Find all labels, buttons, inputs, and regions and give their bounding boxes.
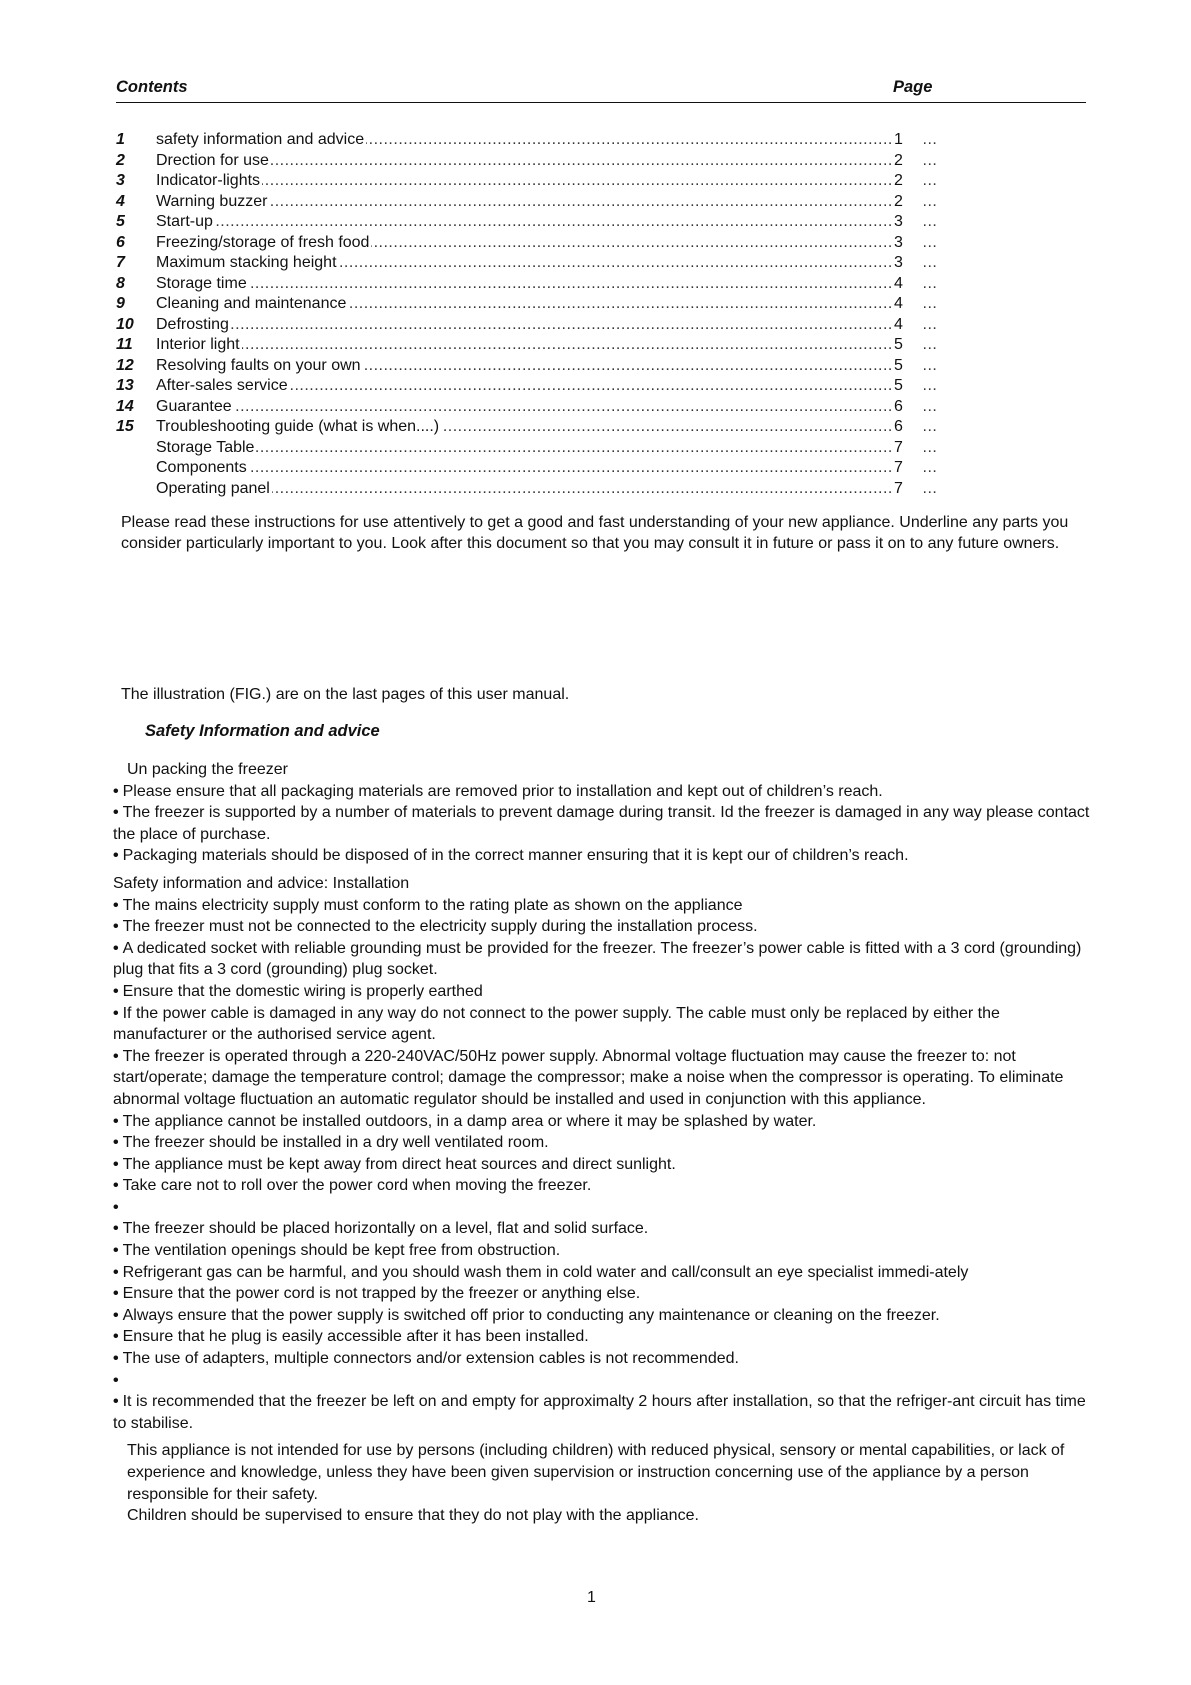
bullet-icon: • xyxy=(113,1134,119,1152)
bullet-icon: • xyxy=(113,1328,119,1346)
toc-page: 1 xyxy=(894,130,924,150)
toc-title xyxy=(156,397,936,417)
toc-number: 4 xyxy=(116,192,125,210)
bullet-icon: • xyxy=(113,1177,119,1195)
list-item-text: Ensure that he plug is easily accessible after it has been installed. xyxy=(122,1328,589,1346)
list-item-text: The freezer must not be connected to the electricity supply during the installation process. xyxy=(122,918,758,936)
unpacking-list xyxy=(113,781,1098,867)
bullet-icon: • xyxy=(113,1285,119,1303)
toc-title-label: Freezing/storage of fresh food xyxy=(156,233,370,251)
toc-page: 2 xyxy=(894,171,924,191)
toc-title-label: Warning buzzer xyxy=(156,192,268,210)
closing-paragraphs xyxy=(113,1440,1098,1526)
bullet-icon: • xyxy=(113,1220,119,1238)
toc-title xyxy=(156,315,936,335)
toc-page: 7 xyxy=(894,479,924,499)
closing-paragraph: This appliance is not intended for use by persons (including children) with reduced physical, sensory or mental capabilities, or lack of experience and knowledge, unless they have been given supervision or instruction concerning use of the appliance by a person responsible for their safety. xyxy=(127,1442,1065,1503)
toc-title-label: Operating panel xyxy=(156,479,270,497)
list-item xyxy=(113,1262,1098,1284)
list-item-text: A dedicated socket with reliable grounding must be provided for the freezer. The freezer’s power cable is fitted with a 3 cord (grounding) plug that fits a 3 cord (grounding) plug socket. xyxy=(113,939,1082,979)
list-item-text: The freezer is operated through a 220-240VAC/50Hz power supply. Abnormal voltage fluctuation may cause the freezer to: not start/operate; damage the temperature control; damage the compressor; make a noise when the compressor is operating. To eliminate abnormal voltage fluctuation an automatic regulator should be installed and used in conjunction with this appliance. xyxy=(113,1047,1064,1108)
toc-row xyxy=(116,458,936,479)
toc-number: 5 xyxy=(116,213,125,230)
bullet-icon: • xyxy=(113,1155,119,1173)
toc-title-label: Cleaning and maintenance xyxy=(156,295,347,312)
list-item-text: The appliance cannot be installed outdoors, in a damp area or where it may be splashed by water. xyxy=(122,1112,817,1130)
toc-page: 5 xyxy=(894,376,924,396)
list-item-text: Always ensure that the power supply is switched off prior to conducting any maintenance or cleaning on the freezer. xyxy=(122,1306,940,1324)
toc-title-label: Maximum stacking height xyxy=(156,254,337,271)
list-item-text: The use of adapters, multiple connectors and/or extension cables is not recommended. xyxy=(122,1350,739,1368)
toc-row xyxy=(116,479,936,500)
toc-title-label: Troubleshooting guide (what is when....) xyxy=(156,418,440,435)
list-item xyxy=(113,1391,1098,1434)
toc-page: 3 xyxy=(894,253,924,273)
list-item-text: The freezer is supported by a number of materials to prevent damage during transit. Id the freezer is damaged in any way please contact the place of purchase. xyxy=(113,804,1090,843)
bullet-icon: • xyxy=(113,1198,119,1216)
bullet-icon: • xyxy=(113,782,119,800)
list-item-text: Ensure that the power cord is not trapped by the freezer or anything else. xyxy=(122,1285,641,1303)
toc-page: 4 xyxy=(894,315,924,335)
safety-body xyxy=(113,759,1098,1527)
toc-title xyxy=(156,458,936,478)
installation-list xyxy=(113,895,1098,1435)
toc-number: 15 xyxy=(116,418,134,435)
bullet-icon: • xyxy=(113,1306,119,1324)
toc-page: 4 xyxy=(894,274,924,294)
bullet-icon: • xyxy=(113,939,119,957)
toc-number: 8 xyxy=(116,274,125,292)
toc-row xyxy=(116,274,936,295)
list-item-text: The freezer should be installed in a dry well ventilated room. xyxy=(122,1134,549,1152)
list-item xyxy=(113,1046,1098,1111)
toc-title xyxy=(156,151,936,171)
toc-title xyxy=(156,192,936,212)
list-item xyxy=(113,1175,1098,1197)
toc-row xyxy=(116,376,936,397)
bullet-icon: • xyxy=(113,1242,119,1260)
toc-number: 1 xyxy=(116,131,125,148)
bullet-icon: • xyxy=(113,1350,119,1368)
toc-header-contents: Contents xyxy=(116,78,188,96)
bullet-icon: • xyxy=(113,1371,119,1389)
toc-title-label: Defrosting xyxy=(156,315,229,333)
list-item xyxy=(113,1111,1098,1133)
toc-page: 3 xyxy=(894,233,924,253)
list-item xyxy=(113,981,1098,1003)
list-item-text: Packaging materials should be disposed of in the correct manner ensuring that it is kept our of children’s reach. xyxy=(122,847,909,865)
toc-row xyxy=(116,233,936,254)
toc-title-label: Components xyxy=(156,459,247,476)
list-item-text: Ensure that the domestic wiring is properly earthed xyxy=(122,982,483,1000)
bullet-icon: • xyxy=(113,1112,119,1130)
list-item xyxy=(113,781,1098,803)
toc-title xyxy=(156,294,936,314)
toc-page: 5 xyxy=(894,335,924,355)
list-item xyxy=(113,1348,1098,1370)
toc-page: 2 xyxy=(894,151,924,171)
toc-page: 6 xyxy=(894,417,924,437)
toc-number: 6 xyxy=(116,233,125,251)
bullet-icon: • xyxy=(113,1393,119,1411)
toc-number: 10 xyxy=(116,315,134,333)
bullet-icon: • xyxy=(113,1263,119,1281)
toc-row xyxy=(116,417,936,438)
toc-row xyxy=(116,171,936,192)
toc-row xyxy=(116,315,936,336)
toc-header-page: Page xyxy=(893,78,933,96)
toc-title-label: Indicator-lights xyxy=(156,172,261,189)
toc-page: 7 xyxy=(894,458,924,478)
closing-paragraph: Children should be supervised to ensure that they do not play with the appliance. xyxy=(127,1507,699,1525)
toc-number: 9 xyxy=(116,295,125,312)
toc-title-label: Guarantee xyxy=(156,397,232,415)
toc-title xyxy=(156,417,936,437)
list-item-text: It is recommended that the freezer be left on and empty for approximalty 2 hours after installation, so that the refriger-ant circuit has time to stabilise. xyxy=(113,1393,1086,1432)
page-number: 1 xyxy=(587,1589,596,1606)
toc-title-label: Storage Table xyxy=(156,438,255,456)
toc-title-label: safety information and advice xyxy=(156,131,365,148)
toc-title xyxy=(156,274,936,294)
toc-page: 2 xyxy=(894,192,924,212)
list-item-text: Please ensure that all packaging materials are removed prior to installation and kept out of children’s reach. xyxy=(122,782,883,800)
toc-title-label: Drection for use xyxy=(156,151,269,169)
toc-title-label: Storage time xyxy=(156,274,247,292)
list-item xyxy=(113,938,1098,981)
installation-heading: Safety information and advice: Installation xyxy=(113,874,410,892)
bullet-icon: • xyxy=(113,804,119,822)
toc-row xyxy=(116,356,936,377)
list-item xyxy=(113,1197,1098,1219)
toc-row xyxy=(116,212,936,233)
list-item xyxy=(113,1305,1098,1327)
unpacking-heading: Un packing the freezer xyxy=(127,761,288,778)
toc-title-label: Resolving faults on your own xyxy=(156,356,361,374)
toc-title-label: Start-up xyxy=(156,213,213,230)
illustration-note: The illustration (FIG.) are on the last pages of this user manual. xyxy=(121,686,570,703)
list-item xyxy=(113,1370,1098,1392)
toc-number: 11 xyxy=(116,336,133,353)
list-item xyxy=(113,1218,1098,1240)
toc-row xyxy=(116,438,936,459)
list-item xyxy=(113,916,1098,938)
toc-page: 6 xyxy=(894,397,924,417)
list-item-text: The ventilation openings should be kept free from obstruction. xyxy=(122,1242,561,1260)
toc-title xyxy=(156,171,936,191)
toc-number: 12 xyxy=(116,356,134,374)
toc-row xyxy=(116,335,936,356)
toc-title xyxy=(156,253,936,273)
list-item-text: Refrigerant gas can be harmful, and you should wash them in cold water and call/consult an eye specialist immedi-ately xyxy=(122,1263,969,1281)
toc-page: 7 xyxy=(894,438,924,458)
toc-header xyxy=(116,78,1086,103)
toc-page: 4 xyxy=(894,294,924,314)
toc-row xyxy=(116,192,936,213)
toc-row xyxy=(116,151,936,172)
toc-title xyxy=(156,376,936,396)
toc-page: 3 xyxy=(894,212,924,232)
list-item xyxy=(113,845,1098,867)
list-item xyxy=(113,1240,1098,1262)
toc-row xyxy=(116,130,936,151)
list-item xyxy=(113,1154,1098,1176)
toc-title-label: After-sales service xyxy=(156,377,288,394)
toc-number: 2 xyxy=(116,151,125,169)
toc-row xyxy=(116,397,936,418)
table-of-contents xyxy=(116,130,936,499)
intro-paragraph: Please read these instructions for use attentively to get a good and fast understanding of your new appliance. Underline any parts you consider particularly important to you. Look after this document so that you may consult it in future or pass it on to any future owners. xyxy=(121,514,1069,552)
list-item xyxy=(113,1326,1098,1348)
toc-title xyxy=(156,356,936,376)
list-item-text: Take care not to roll over the power cord when moving the freezer. xyxy=(122,1177,592,1195)
toc-title xyxy=(156,212,936,232)
toc-number: 3 xyxy=(116,172,125,189)
toc-title xyxy=(156,438,936,458)
toc-number: 14 xyxy=(116,397,134,415)
toc-row xyxy=(116,253,936,274)
toc-title xyxy=(156,130,936,150)
toc-number: 13 xyxy=(116,377,134,394)
bullet-icon: • xyxy=(113,847,119,865)
toc-title xyxy=(156,335,936,355)
list-item-text: The freezer should be placed horizontally on a level, flat and solid surface. xyxy=(122,1220,649,1238)
toc-number: 7 xyxy=(116,254,125,271)
list-item xyxy=(113,1003,1098,1046)
toc-title xyxy=(156,479,936,499)
toc-row xyxy=(116,294,936,315)
toc-title xyxy=(156,233,936,253)
bullet-icon: • xyxy=(113,982,119,1000)
bullet-icon: • xyxy=(113,918,119,936)
section-title: Safety Information and advice xyxy=(145,722,380,740)
list-item xyxy=(113,1132,1098,1154)
list-item xyxy=(113,1283,1098,1305)
toc-page: 5 xyxy=(894,356,924,376)
bullet-icon: • xyxy=(113,896,119,914)
list-item xyxy=(113,895,1098,917)
bullet-icon: • xyxy=(113,1047,119,1065)
toc-title-label: Interior light xyxy=(156,336,240,353)
list-item xyxy=(113,802,1098,845)
list-item-text: The mains electricity supply must conform to the rating plate as shown on the appliance xyxy=(122,896,743,914)
list-item-text: The appliance must be kept away from direct heat sources and direct sunlight. xyxy=(122,1155,676,1173)
bullet-icon: • xyxy=(113,1004,119,1022)
list-item-text: If the power cable is damaged in any way do not connect to the power supply. The cable must only be replaced by either the manufacturer or the authorised service agent. xyxy=(113,1004,1000,1044)
